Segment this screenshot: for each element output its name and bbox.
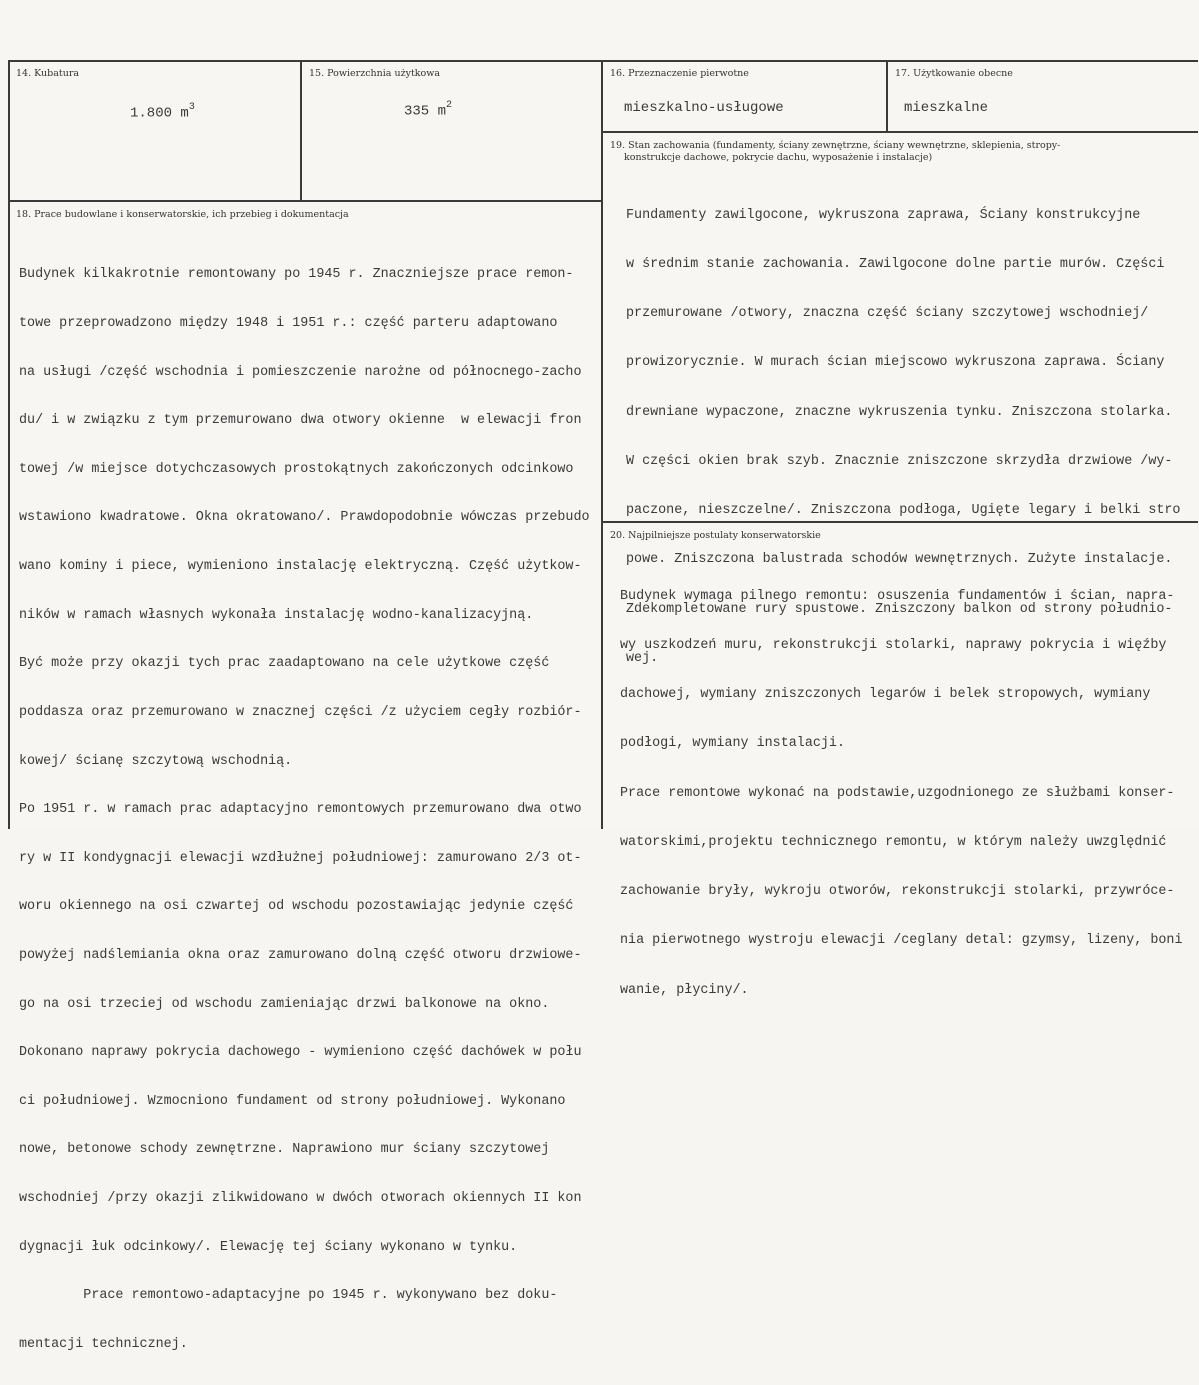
text-line: wstawiono kwadratowe. Okna okratowano/. Prawdopodobnie wówczas przebudo	[19, 510, 590, 526]
text-line: powe. Zniszczona balustrada schodów wewnętrznych. Zużyte instalacje.	[626, 552, 1173, 568]
field-17-value: mieszkalne	[904, 100, 989, 116]
text-line: Dokonano naprawy pokrycia dachowego - wymieniono część dachówek w połu	[19, 1045, 582, 1061]
text-line: woru okiennego na osi czwartej od wschodu pozostawiając jedynie część	[19, 899, 574, 915]
text-line: ry w II kondygnacji elewacji wzdłużnej południowej: zamurowano 2/3 ot-	[19, 850, 582, 866]
text-line: Być może przy okazji tych prac zaadaptowano na cele użytkowe część	[19, 656, 550, 672]
text-line: w średnim stanie zachowania. Zawilgocone dolne partie murów. Części	[626, 257, 1165, 273]
field-18-text	[19, 235, 590, 1385]
exponent: 3	[188, 102, 195, 113]
text-line: przemurowane /otwory, znaczna część ściany szczytowej wschodniej/	[626, 306, 1149, 322]
field-20-label: 20. Najpilniejsze postulaty konserwatorskie	[610, 530, 821, 541]
text-line: dygnacji łuk odcinkowy/. Elewację tej ściany wykonano w tynku.	[19, 1239, 518, 1255]
text-line: drewniane wypaczone, znaczne wykruszenia tynku. Zniszczona stolarka.	[626, 404, 1173, 420]
top-border	[8, 60, 1198, 62]
field-19-label-line1: 19. Stan zachowania (fundamenty, ściany zewnętrzne, ściany wewnętrzne, sklepienia, stropy-	[610, 140, 1061, 151]
text-line: prowizorycznie. W murach ścian miejscowo wykruszona zaprawa. Ściany	[626, 355, 1165, 371]
text-line: nia pierwotnego wystroju elewacji /ceglany detal: gzymsy, lizeny, boni	[620, 933, 1183, 949]
field-15-value: 335 $m^2$	[404, 100, 453, 120]
divider-row1-left	[8, 200, 602, 202]
text-line: watorskimi,projektu technicznego remontu, w którym należy uwzględnić	[620, 834, 1167, 850]
text-line: wano kominy i piece, wymieniono instalację elektryczną. Część użytkow-	[19, 559, 582, 575]
text-line: W części okien brak szyb. Znacznie zniszczone skrzydła drzwiowe /wy-	[626, 453, 1173, 469]
field-16-label: 16. Przeznaczenie pierwotne	[610, 68, 749, 79]
divider-row1-right	[601, 131, 1198, 133]
text-line: dachowej, wymiany zniszczonych legarów i belek stropowych, wymiany	[620, 687, 1151, 703]
field-16-value: mieszkalno-usługowe	[624, 100, 784, 116]
divider-16-17	[886, 60, 888, 132]
text-line: paczone, nieszczelne/. Zniszczona podłoga, Ugięte legary i belki stro	[626, 503, 1181, 519]
text-line: go na osi trzeciej od wschodu zamieniając drzwi balkonowe na okno.	[19, 996, 550, 1012]
text-line: kowej/ ścianę szczytową wschodnią.	[19, 753, 293, 769]
field-14-label: 14. Kubatura	[16, 68, 80, 79]
text-line: zachowanie bryły, wykroju otworów, rekonstrukcji stolarki, przywróce-	[620, 884, 1175, 900]
text-line: wej.	[626, 650, 659, 666]
text-line: poddasza oraz przemurowano w znacznej części /z użyciem cegły rozbiór-	[19, 704, 582, 720]
text-line: na usługi /część wschodnia i pomieszczenie narożne od północnego-zacho	[19, 364, 582, 380]
text-line: Budynek wymaga pilnego remontu: osuszenia fundamentów i ścian, napra-	[620, 588, 1175, 604]
text-line: powyżej nadślemiania okna oraz zamurowano dolną część otworu drzwiowe-	[19, 947, 582, 963]
text-line: nowe, betonowe schody zewnętrzne. Naprawiono mur ściany szczytowej	[19, 1142, 550, 1158]
text-line: du/ i w związku z tym przemurowano dwa otwory okienne w elewacji fron	[19, 413, 582, 429]
text-line: Po 1951 r. w ramach prac adaptacyjno remontowych przemurowano dwa otwo	[19, 802, 582, 818]
text-line: wschodniej /przy okazji zlikwidowano w dwóch otworach okiennych II kon	[19, 1190, 582, 1206]
field-20-text	[620, 556, 1183, 1032]
text-line: towej /w miejsce dotychczasowych prostokątnych zakończonych odcinkowo	[19, 461, 574, 477]
divider-14-15	[300, 60, 302, 201]
text-line: wanie, płyciny/.	[620, 982, 749, 998]
text-line: Fundamenty zawilgocone, wykruszona zaprawa, Ściany konstrukcyjne	[626, 207, 1141, 223]
text-line: wy uszkodzeń muru, rekonstrukcji stolarki, naprawy pokrycia i więźby	[620, 638, 1167, 654]
center-divider	[601, 60, 603, 829]
text-line: towe przeprowadzono między 1948 i 1951 r.: część parteru adaptowano	[19, 316, 558, 332]
field-15-label: 15. Powierzchnia użytkowa	[309, 68, 441, 79]
text-line: ci południowej. Wzmocniono fundament od strony południowej. Wykonano	[19, 1093, 566, 1109]
exponent: 2	[446, 100, 453, 111]
left-border	[8, 60, 10, 829]
field-18-label: 18. Prace budowlane i konserwatorskie, ich przebieg i dokumentacja	[16, 209, 349, 220]
field-19-label-line2: konstrukcje dachowe, pokrycie dachu, wyposażenie i instalacje)	[624, 152, 933, 163]
text-line: ników w ramach własnych wykonała instalację wodno-kanalizacyjną.	[19, 607, 534, 623]
text-line: Budynek kilkakrotnie remontowany po 1945 r. Znaczniejsze prace remon-	[19, 267, 574, 283]
field-17-label: 17. Użytkowanie obecne	[895, 68, 1013, 79]
text-line: mentacji technicznej.	[19, 1336, 188, 1352]
field-14-value: 1.800 $m^3$	[130, 102, 195, 122]
text-line: Prace remontowe wykonać na podstawie,uzgodnionego ze służbami konser-	[620, 785, 1175, 801]
text-line: podłogi, wymiany instalacji.	[620, 736, 845, 752]
text-line: Prace remontowo-adaptacyjne po 1945 r. wykonywano bez doku-	[19, 1288, 558, 1304]
text-line: Zdekompletowane rury spustowe. Zniszczony balkon od strony południo-	[626, 601, 1173, 617]
